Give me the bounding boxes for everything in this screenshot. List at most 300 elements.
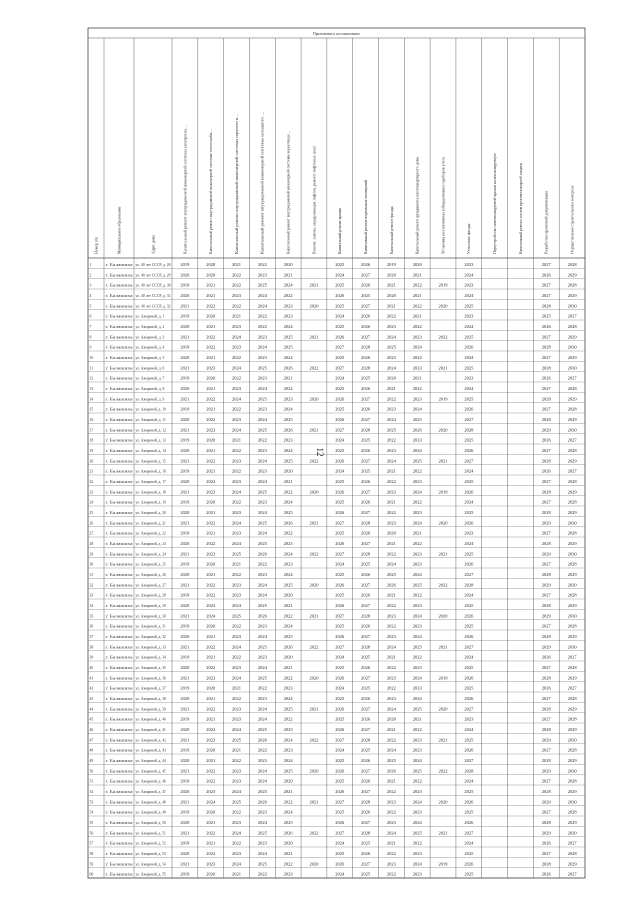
row-year: 2020 [283, 593, 293, 598]
row-number: 23 [89, 490, 94, 495]
row-year: 2021 [438, 831, 448, 836]
row-year: 2024 [257, 593, 267, 598]
row-year: 2027 [361, 304, 371, 309]
row-year: 2029 [567, 542, 577, 547]
row-year: 2024 [232, 831, 242, 836]
row-municipality: г. Балашиха [105, 676, 133, 681]
row-year: 2026 [257, 614, 267, 619]
row-year: 2028 [567, 531, 577, 536]
row-year: 2029 [567, 604, 577, 609]
row-year: 2023 [386, 490, 397, 495]
row-year: 2019 [180, 500, 190, 505]
row-year: 2030 [567, 345, 577, 350]
row-year: 2024 [257, 635, 267, 640]
row-year: 2021 [206, 759, 216, 764]
row-year: 2025 [335, 356, 345, 361]
row-year: 2024 [412, 573, 422, 578]
row-year: 2022 [283, 717, 293, 722]
row-year: 2027 [541, 531, 551, 536]
row-year: 2024 [386, 562, 397, 567]
row-year: 2027 [541, 335, 551, 340]
row-year: 2020 [206, 263, 216, 268]
row-year: 2023 [232, 531, 242, 536]
row-year: 2025 [335, 263, 345, 268]
row-year: 2027 [541, 480, 551, 485]
row-year: 2028 [464, 583, 474, 588]
row-year: 2023 [386, 449, 397, 454]
row-year: 2024 [335, 376, 345, 381]
row-year: 2025 [257, 521, 267, 526]
row-year: 2028 [361, 521, 371, 526]
header-work: Капитальный ремонт внутридомовой инженерной системы водоотведе… [285, 123, 291, 254]
row-municipality: г. Балашиха [105, 769, 133, 774]
row-year: 2023 [232, 593, 242, 598]
row-year: 2024 [283, 552, 293, 557]
row-year: 2024 [464, 325, 474, 330]
row-year: 2022 [412, 283, 422, 288]
row-year: 2029 [567, 790, 577, 795]
row-year: 2025 [464, 480, 474, 485]
row-year: 2026 [541, 872, 551, 877]
row-year: 2020 [309, 397, 319, 402]
row-address: ул. Ажаровой, д. 2 [135, 325, 166, 330]
row-municipality: г. Балашиха [105, 273, 133, 278]
row-year: 2024 [257, 852, 267, 857]
row-year: 2026 [464, 562, 474, 567]
row-year: 2025 [335, 283, 345, 288]
row-year: 2025 [335, 697, 345, 702]
row-year: 2021 [180, 800, 190, 805]
row-year: 2025 [464, 366, 474, 371]
row-year: 2025 [283, 707, 293, 712]
row-year: 2023 [232, 325, 242, 330]
row-year: 2024 [232, 676, 242, 681]
row-year: 2021 [438, 645, 448, 650]
row-year: 2023 [257, 624, 267, 629]
row-address: ул. Ажаровой, д. 5 [135, 356, 166, 361]
row-year: 2027 [361, 583, 371, 588]
row-year: 2024 [283, 624, 293, 629]
row-year: 2026 [361, 593, 371, 598]
row-year: 2028 [541, 573, 551, 578]
row-year: 2020 [386, 273, 397, 278]
row-year: 2024 [257, 531, 267, 536]
row-year: 2029 [541, 614, 551, 619]
row-municipality: г. Балашиха [105, 542, 133, 547]
row-year: 2022 [412, 841, 422, 846]
row-year: 2021 [386, 387, 397, 392]
row-address: ул. Ажаровой, д. 26 [135, 573, 168, 578]
row-address: ул. Ажаровой, д. 40 [135, 717, 168, 722]
row-number: 34 [89, 604, 94, 609]
row-municipality: г. Балашиха [105, 459, 133, 464]
row-year: 2025 [232, 614, 242, 619]
row-year: 2021 [180, 707, 190, 712]
row-year: 2026 [541, 376, 551, 381]
row-year: 2027 [361, 490, 371, 495]
row-year: 2023 [232, 345, 242, 350]
row-year: 2021 [309, 283, 319, 288]
row-municipality: г. Балашиха [105, 831, 133, 836]
row-year: 2020 [180, 635, 190, 640]
row-year: 2022 [232, 573, 242, 578]
row-year: 2024 [232, 490, 242, 495]
row-year: 2019 [180, 810, 190, 815]
row-municipality: г. Балашиха [105, 387, 133, 392]
row-year: 2020 [438, 521, 448, 526]
header-work: Капитальный ремонт внутридомовой инженерной системы горячего в… [233, 124, 239, 254]
row-year: 2025 [335, 500, 345, 505]
row-year: 2020 [180, 604, 190, 609]
row-year: 2025 [361, 376, 371, 381]
row-year: 2030 [567, 428, 577, 433]
row-year: 2023 [283, 728, 293, 733]
row-year: 2025 [361, 438, 371, 443]
row-year: 2022 [257, 686, 267, 691]
row-address: ул. Ажаровой, д. 7 [135, 376, 166, 381]
row-year: 2025 [283, 418, 293, 423]
row-year: 2023 [206, 604, 216, 609]
row-address: ул. Ажаровой, д. 14 [135, 449, 168, 454]
row-year: 2025 [335, 407, 345, 412]
row-year: 2029 [567, 707, 577, 712]
row-year: 2019 [180, 407, 190, 412]
row-year: 2024 [412, 614, 422, 619]
row-year: 2024 [464, 469, 474, 474]
header-work: Осуществление строительного контроля [569, 181, 575, 254]
row-year: 2023 [386, 614, 397, 619]
row-year: 2028 [541, 418, 551, 423]
row-year: 2028 [541, 511, 551, 516]
row-year: 2025 [464, 304, 474, 309]
row-year: 2022 [412, 325, 422, 330]
row-municipality: г. Балашиха [105, 397, 133, 402]
row-municipality: г. Балашиха [105, 779, 133, 784]
row-year: 2026 [464, 490, 474, 495]
row-year: 2026 [541, 469, 551, 474]
row-address: ул. Ажаровой, д. 20 [135, 511, 168, 516]
row-year: 2024 [335, 686, 345, 691]
row-number: 37 [89, 635, 94, 640]
row-year: 2022 [386, 552, 397, 557]
row-year: 2021 [386, 593, 397, 598]
row-year: 2024 [464, 779, 474, 784]
header-work: Капитальный ремонт внутридомовой инженерной системы теплоснабж… [208, 121, 214, 254]
row-year: 2022 [206, 480, 216, 485]
row-year: 2020 [438, 304, 448, 309]
row-year: 2021 [386, 655, 397, 660]
row-year: 2024 [386, 366, 397, 371]
row-number: 50 [89, 769, 94, 774]
row-year: 2029 [541, 738, 551, 743]
row-year: 2026 [464, 697, 474, 702]
row-year: 2023 [257, 407, 267, 412]
row-year: 2024 [335, 314, 345, 319]
row-municipality: г. Балашиха [105, 707, 133, 712]
row-year: 2028 [541, 397, 551, 402]
row-year: 2023 [464, 717, 474, 722]
row-year: 2023 [283, 748, 293, 753]
row-year: 2020 [283, 469, 293, 474]
row-year: 2029 [567, 397, 577, 402]
row-year: 2024 [257, 418, 267, 423]
row-year: 2027 [541, 263, 551, 268]
row-year: 2023 [464, 531, 474, 536]
row-year: 2025 [335, 624, 345, 629]
row-year: 2020 [180, 852, 190, 857]
row-year: 2021 [180, 490, 190, 495]
row-year: 2026 [335, 707, 345, 712]
row-year: 2027 [541, 500, 551, 505]
header-index: Номер п/п [93, 235, 99, 254]
row-year: 2020 [180, 387, 190, 392]
row-year: 2026 [464, 635, 474, 640]
row-year: 2023 [257, 655, 267, 660]
row-year: 2019 [180, 345, 190, 350]
row-year: 2028 [361, 614, 371, 619]
row-year: 2023 [412, 335, 422, 340]
row-year: 2025 [335, 810, 345, 815]
row-year: 2021 [386, 469, 397, 474]
row-year: 2020 [438, 800, 448, 805]
row-number: 38 [89, 645, 94, 650]
row-year: 2021 [412, 314, 422, 319]
row-year: 2022 [206, 304, 216, 309]
row-year: 2022 [206, 593, 216, 598]
row-year: 2020 [283, 841, 293, 846]
row-year: 2025 [386, 759, 397, 764]
row-municipality: г. Балашиха [105, 593, 133, 598]
row-year: 2021 [180, 335, 190, 340]
row-municipality: г. Балашиха [105, 852, 133, 857]
row-year: 2021 [386, 283, 397, 288]
row-year: 2021 [206, 573, 216, 578]
row-municipality: г. Балашиха [105, 304, 133, 309]
row-year: 2024 [412, 407, 422, 412]
row-year: 2021 [206, 387, 216, 392]
row-year: 2020 [309, 862, 319, 867]
row-year: 2029 [567, 335, 577, 340]
row-year: 2022 [257, 325, 267, 330]
row-municipality: г. Балашиха [105, 862, 133, 867]
row-year: 2024 [283, 810, 293, 815]
row-year: 2021 [438, 738, 448, 743]
row-year: 2026 [335, 790, 345, 795]
row-number: 46 [89, 728, 94, 733]
row-year: 2023 [232, 666, 242, 671]
row-number: 49 [89, 759, 94, 764]
row-year: 2023 [412, 480, 422, 485]
row-year: 2025 [361, 841, 371, 846]
row-year: 2027 [541, 697, 551, 702]
row-year: 2024 [257, 779, 267, 784]
row-year: 2020 [438, 707, 448, 712]
row-year: 2025 [541, 314, 551, 319]
row-year: 2026 [257, 552, 267, 557]
row-year: 2025 [464, 852, 474, 857]
row-year: 2021 [309, 614, 319, 619]
row-address: ул. Ажаровой, д. 4 [135, 345, 166, 350]
row-year: 2024 [232, 604, 242, 609]
row-year: 2026 [335, 511, 345, 516]
row-year: 2020 [180, 449, 190, 454]
row-year: 2022 [206, 542, 216, 547]
row-year: 2024 [464, 593, 474, 598]
row-year: 2022 [386, 480, 397, 485]
row-year: 2022 [412, 304, 422, 309]
row-year: 2025 [257, 490, 267, 495]
row-year: 2021 [412, 273, 422, 278]
row-year: 2026 [361, 717, 371, 722]
row-year: 2022 [232, 376, 242, 381]
row-year: 2022 [257, 314, 267, 319]
row-year: 2029 [541, 831, 551, 836]
row-year: 2028 [567, 748, 577, 753]
row-year: 2026 [335, 418, 345, 423]
row-year: 2019 [438, 676, 448, 681]
row-municipality: г. Балашиха [105, 294, 133, 299]
row-year: 2024 [257, 304, 267, 309]
row-year: 2022 [283, 862, 293, 867]
row-address: ул. Ажаровой, д. 48 [135, 800, 168, 805]
row-year: 2030 [567, 645, 577, 650]
row-address: ул. Ажаровой, д. 27 [135, 583, 168, 588]
row-year: 2028 [361, 345, 371, 350]
row-municipality: г. Балашиха [105, 283, 133, 288]
row-year: 2024 [412, 800, 422, 805]
row-year: 2026 [335, 583, 345, 588]
row-year: 2025 [335, 573, 345, 578]
header-work: Капитальный ремонт крыши [337, 202, 343, 254]
row-year: 2020 [206, 686, 216, 691]
row-municipality: г. Балашиха [105, 562, 133, 567]
row-year: 2021 [386, 841, 397, 846]
row-year: 2020 [386, 294, 397, 299]
row-year: 2021 [206, 356, 216, 361]
row-year: 2024 [232, 790, 242, 795]
row-year: 2020 [180, 325, 190, 330]
row-year: 2020 [180, 356, 190, 361]
row-year: 2021 [206, 841, 216, 846]
row-year: 2028 [541, 304, 551, 309]
row-year: 2022 [438, 769, 448, 774]
row-year: 2022 [232, 810, 242, 815]
row-municipality: г. Балашиха [105, 490, 133, 495]
row-year: 2026 [386, 583, 397, 588]
row-year: 2021 [232, 438, 242, 443]
row-year: 2020 [180, 728, 190, 733]
row-year: 2020 [206, 872, 216, 877]
row-year: 2024 [283, 407, 293, 412]
row-year: 2024 [412, 697, 422, 702]
row-year: 2021 [206, 655, 216, 660]
row-year: 2021 [232, 562, 242, 567]
row-year: 2026 [541, 273, 551, 278]
row-address: ул. Ажаровой, д. 52 [135, 841, 168, 846]
row-year: 2023 [206, 790, 216, 795]
row-year: 2027 [567, 314, 577, 319]
row-year: 2026 [335, 821, 345, 826]
row-year: 2021 [180, 397, 190, 402]
row-year: 2026 [464, 614, 474, 619]
row-number: 8 [89, 335, 92, 340]
row-year: 2025 [386, 345, 397, 350]
row-year: 2029 [567, 356, 577, 361]
row-year: 2023 [412, 604, 422, 609]
row-municipality: г. Балашиха [105, 449, 133, 454]
row-address: ул. Ажаровой, д. 19 [135, 500, 168, 505]
row-address: ул. Ажаровой, д. 9 [135, 397, 166, 402]
row-year: 2024 [412, 449, 422, 454]
row-address: ул. Ажаровой, д. 25 [135, 562, 168, 567]
row-year: 2028 [567, 593, 577, 598]
row-year: 2023 [257, 376, 267, 381]
row-year: 2025 [257, 790, 267, 795]
row-year: 2023 [232, 717, 242, 722]
row-year: 2023 [206, 676, 216, 681]
row-year: 2021 [180, 366, 190, 371]
row-year: 2025 [464, 511, 474, 516]
row-year: 2021 [206, 283, 216, 288]
row-municipality: г. Балашиха [105, 552, 133, 557]
row-year: 2024 [464, 728, 474, 733]
row-year: 2021 [206, 325, 216, 330]
row-municipality: г. Балашиха [105, 800, 133, 805]
row-year: 2019 [180, 748, 190, 753]
row-year: 2022 [283, 676, 293, 681]
row-year: 2024 [257, 821, 267, 826]
row-year: 2029 [567, 511, 577, 516]
row-number: 5 [89, 304, 92, 309]
row-year: 2023 [232, 707, 242, 712]
row-year: 2024 [283, 500, 293, 505]
row-year: 2026 [541, 655, 551, 660]
row-year: 2024 [257, 666, 267, 671]
row-number: 55 [89, 821, 94, 826]
row-number: 7 [89, 325, 92, 330]
header-municipality: Муниципальное образование [116, 201, 122, 254]
row-year: 2024 [335, 273, 345, 278]
row-year: 2027 [361, 769, 371, 774]
row-year: 2019 [180, 531, 190, 536]
row-year: 2026 [283, 428, 293, 433]
row-year: 2022 [257, 438, 267, 443]
row-year: 2023 [257, 335, 267, 340]
row-year: 2023 [232, 821, 242, 826]
row-year: 2023 [283, 872, 293, 877]
row-year: 2022 [257, 263, 267, 268]
row-year: 2026 [361, 624, 371, 629]
header-work: Капитальный ремонт фундамента многоквартирного дома [414, 150, 420, 254]
row-year: 2023 [257, 500, 267, 505]
row-year: 2021 [283, 852, 293, 857]
row-year: 2022 [232, 841, 242, 846]
row-year: 2022 [206, 345, 216, 350]
row-year: 2021 [232, 314, 242, 319]
row-address: ул. 40 лет СССР, д. 26 [135, 263, 171, 268]
row-year: 2022 [232, 356, 242, 361]
row-year: 2020 [206, 748, 216, 753]
row-year: 2021 [180, 583, 190, 588]
row-year: 2022 [386, 790, 397, 795]
row-year: 2027 [567, 872, 577, 877]
row-year: 2030 [567, 583, 577, 588]
row-year: 2028 [541, 707, 551, 712]
row-year: 2024 [335, 748, 345, 753]
row-year: 2020 [180, 573, 190, 578]
row-year: 2019 [180, 593, 190, 598]
row-year: 2026 [464, 862, 474, 867]
